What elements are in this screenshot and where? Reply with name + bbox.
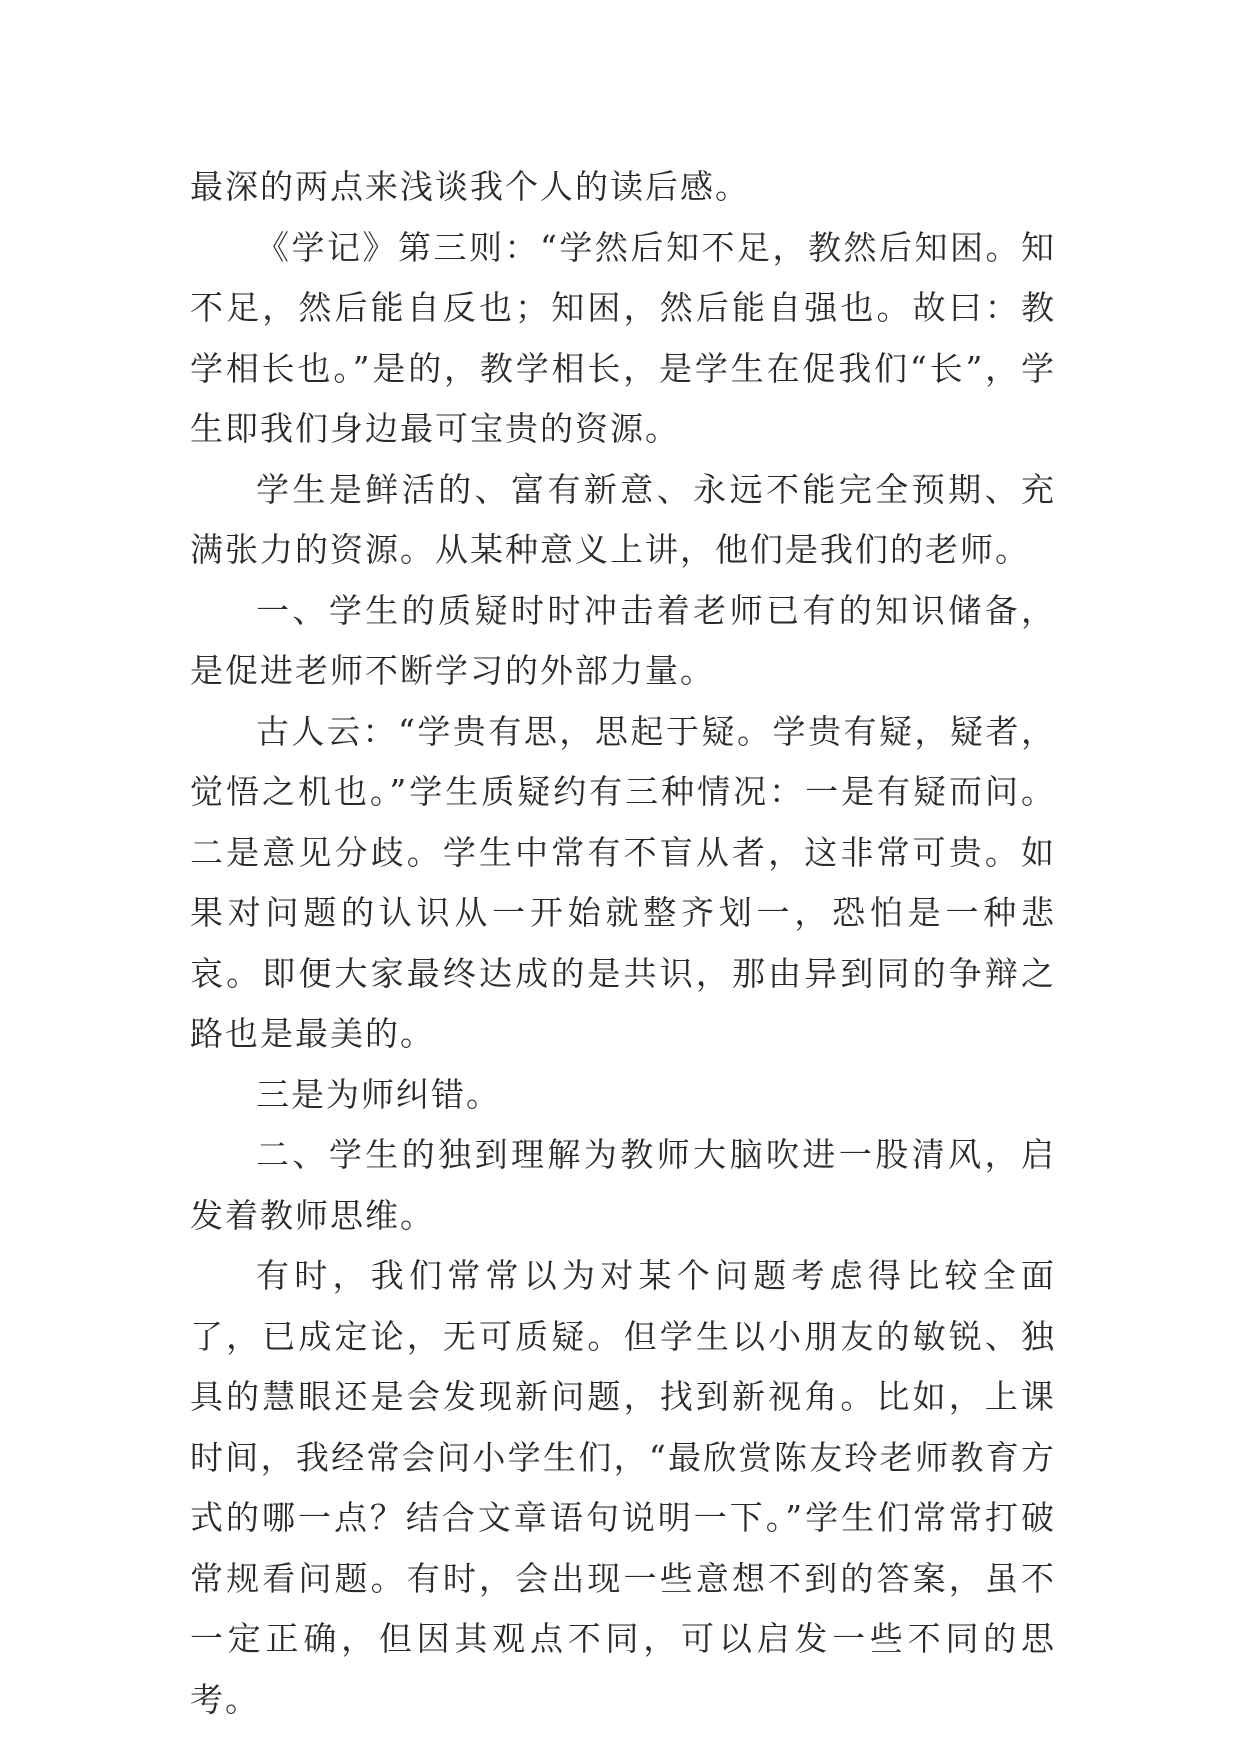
paragraph-2: 《学记》第三则：“学然后知不足，教然后知困。知不足，然后能自反也；知困，然后能自强也。故曰：教学相长也。”是的，教学相长，是学生在促我们“长”，学生即我们身边最可宝贵的资源。 (190, 227, 1056, 448)
paragraph-6: 三是为师纠错。 (256, 1074, 501, 1114)
paragraph-8: 有时，我们常常以为对某个问题考虑得比较全面了，已成定论，无可质疑。但学生以小朋友的敏锐、独具的慧眼还是会发现新问题，找到新视角。比如，上课时间，我经常会问小学生们，“最欣赏陈友玲老师教育方式的哪一点？结合文章语句说明一下。”学生们常常打破常规看问题。有时，会出现一些意想不到的答案，虽不一定正确，但因其观点不同，可以启发一些不同的思考。 (190, 1256, 1056, 1719)
paragraph-7: 二、学生的独到理解为教师大脑吹进一股清风，启发着教师思维。 (190, 1135, 1056, 1235)
paragraph-4: 一、学生的质疑时时冲击着老师已有的知识储备，是促进老师不断学习的外部力量。 (190, 590, 1056, 690)
document-body (190, 157, 1056, 1730)
paragraph-5: 古人云：“学贵有思，思起于疑。学贵有疑，疑者，觉悟之机也。”学生质疑约有三种情况：一是有疑而问。二是意见分歧。学生中常有不盲从者，这非常可贵。如果对问题的认识从一开始就整齐划一，恐怕是一种悲哀。即便大家最终达成的是共识，那由异到同的争辩之路也是最美的。 (190, 711, 1056, 1053)
paragraph-1: 最深的两点来浅谈我个人的读后感。 (190, 167, 750, 206)
paragraph-3: 学生是鲜活的、富有新意、永远不能完全预期、充满张力的资源。从某种意义上讲，他们是我们的老师。 (190, 469, 1056, 569)
